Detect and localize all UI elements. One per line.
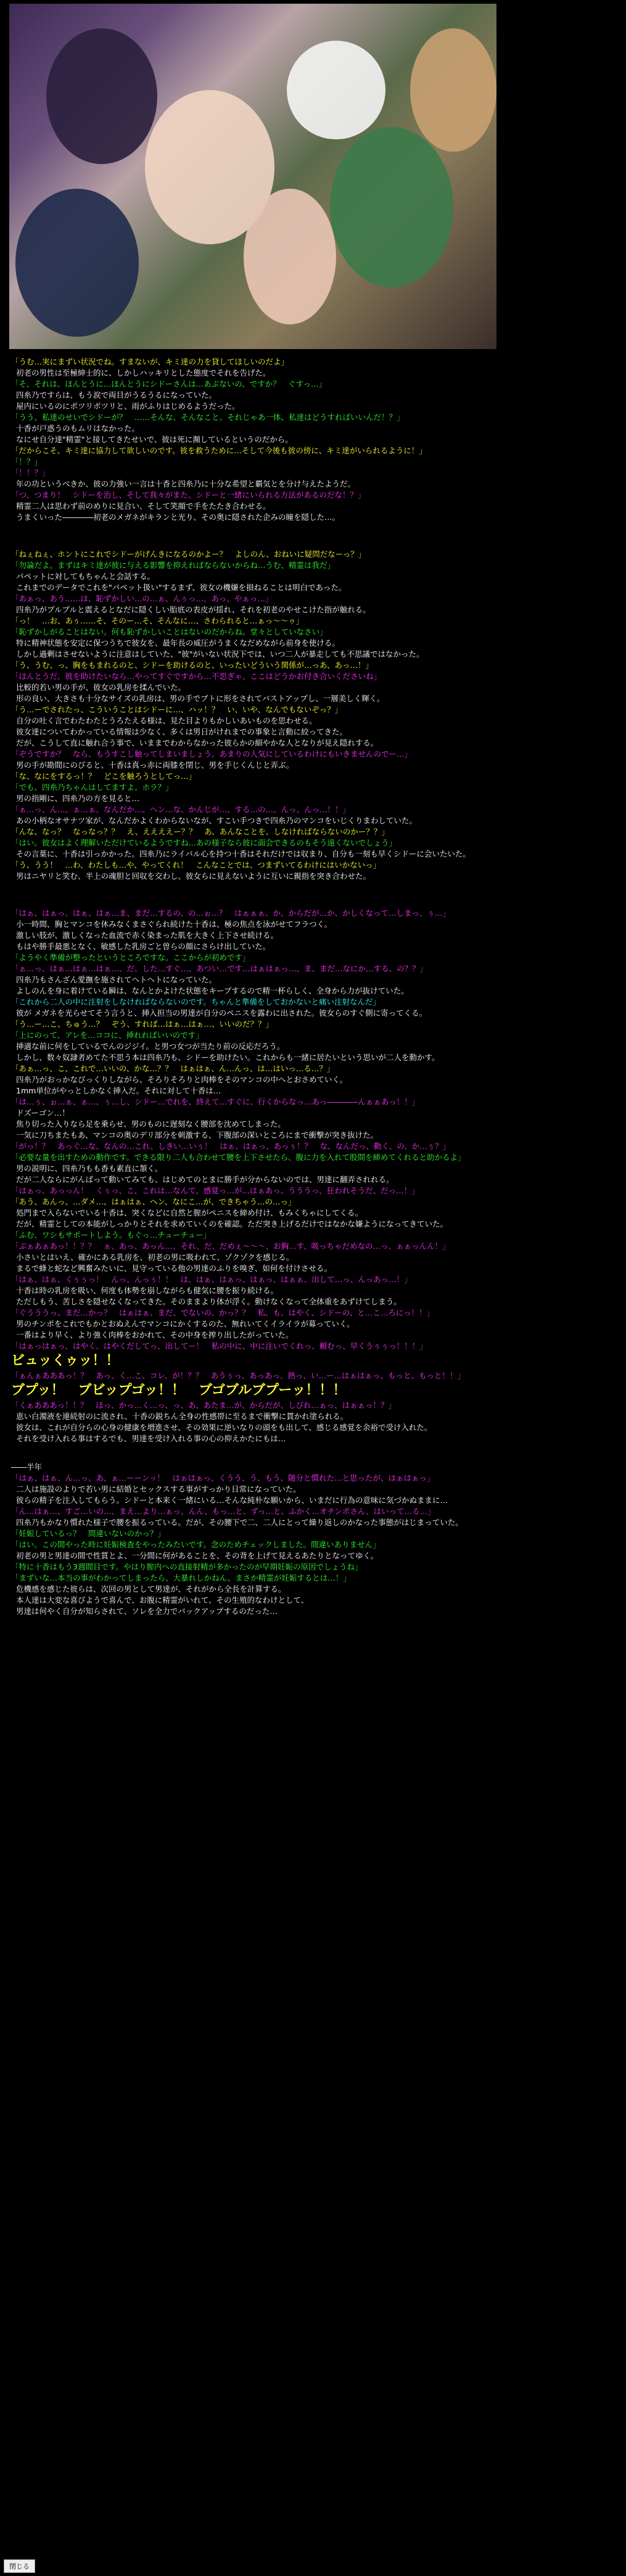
spacer — [7, 899, 501, 908]
narration-line: 彼が メガネを光らせてそう言うと、挿入担当の男達が自分のペニスを露わに出された。彼女らのすぐ側に寄ってくる。 — [16, 1008, 427, 1018]
dialogue-line: 「う、うむ、っ、胸をもまれるのと、シドーを助けるのと、いったいどういう関係が…っあ、あっ…！」 — [11, 660, 373, 670]
narration-line: 小一時間、胸とマンコを休みなくまさぐられ続けた十香は、極の焦点を泳がせてフラつく。 — [16, 920, 332, 929]
dialogue-line: 「ぐうううっ、まだ…かっ？ はぁはぁ、まだ、でないの、かっ？？ 私、も、はやく、シドーの、と…こ…ろにっ！！」 — [11, 1308, 435, 1317]
narration-line: 年の功というべきか、彼の力強い一言は十香と四糸乃に十分な希望と覇気とを分け与えたようだ。 — [16, 479, 356, 488]
dialogue-line: 「は…ぅ、ぉ…ぁ、ぁ…、ぅ…し、シドー…でれを、終えて…すぐに、行くからなっ…あっ――――んぁぁあっ！！」 — [11, 1097, 420, 1106]
dialogue-line: 「妊娠しているっ？ 間違いないのかっ？」 — [11, 1529, 166, 1538]
dialogue-line: 「あぁ…っ、こ、これで…いいの、かな…？？ はぁはぁ、ん…んっ、は…はいっ…る…？」 — [11, 1064, 335, 1073]
dialogue-line: 「うむ…実にまずい状況でね。すまないが、キミ達の力を貸してほしいのだよ」 — [11, 357, 289, 366]
narration-line: うまくいった――――初老のメガネがキランと光り、その奥に隠された企みの瞳を隠した…。 — [16, 512, 340, 522]
narration-line: 焦り切った入りなら足を乗らせ、男のものに遅刻なく腰部を沈めてしまった。 — [16, 1119, 286, 1129]
narration-line: 男の説明に、四糸乃もも香も素直に頷く。 — [16, 1164, 163, 1173]
narration-line: 初老の男性は至極紳士的に、しかしハッキリとした態度でそれを告げた。 — [16, 368, 271, 377]
narration-line: 十香は時の乳房を吸い、何度も体勢を崩しながらも健気に腰を振り続ける。 — [16, 1286, 279, 1295]
spacer — [7, 540, 501, 549]
narration-line: 男の指剛に、四糸乃の方を見ると… — [16, 794, 140, 803]
narration-line: よしのんを身に着けている瞬は、なんとかよけた状態をキープするので精一杯らしく、全身から力が抜けていた。 — [16, 986, 409, 995]
narration-line: 彼女達についてわかっている情報は少なく、多くは男日がけれまでの事象と言動に絞ってきた。 — [16, 727, 348, 736]
dialogue-line: 「必要な量を出すための動作です。できる限り二人も合わせて腰を上下させたら、腹に力を入れて股間を締めてくれると助かるよ」 — [11, 1153, 466, 1162]
narration-line: しかし、数々奴隷者めてた不思う本は四糸乃も、シドーを助けたい。これからも一緒に居たいという思いが二人を動かす。 — [16, 1053, 440, 1062]
dialogue-line: 「あう、あんっ、…ダメ…、はぁはぁ、へン、なにこ…が、できちゃう…の…っ」 — [11, 1197, 296, 1206]
dialogue-line: 「！？」 — [11, 457, 43, 466]
dialogue-line: 「はぁ、はぁ、くぅぅっ！ んっ、んっぅ！！ は、はぁ、はぁっ、はぁっ、はぁぁ、出して…っ、んっあっ…！」 — [11, 1275, 412, 1284]
narration-line: 処門まで入らないでいる十香は、突くなどに自然と膣がペニスを締め付け、もみくちゃにしてくる。 — [16, 1208, 363, 1217]
narration-line: 屋内にいるのにポツリポツリと、雨がふりはじめるようだった。 — [16, 401, 240, 411]
narration-line: 四糸乃ですらは、もう涙で両目がうるうるになっていた。 — [16, 390, 217, 400]
dialogue-line: 「でも、四糸乃ちゃんはしてますよ。ホラ？」 — [11, 783, 173, 792]
dialogue-line: 「ようやく準備が整ったというところですな。ここからが初めです」 — [11, 953, 250, 962]
narration-line: 男達は何やく自分が知らされて、ソレを全力でバックアップするのだった… — [16, 1607, 278, 1616]
narration-line: 彼女は、これが自分らの心身の健康を増進させ、その効果に逆いなりの頭をも出して、感じる感覚を余裕で受け入れた。 — [16, 1423, 432, 1432]
dialogue-line: 「な、なにをするっ！？ どこを触ろうとしてっ…」 — [11, 772, 197, 781]
narration-line: 男はニヤリと笑む、半上の魂胆と回収を交わし、彼女らに見えないように互いに親指を突き合わせた。 — [16, 871, 371, 881]
narration-line: 小さいとはいえ、確かにある乳房を、初老の男に吸われて、ゾクゾクを感じる。 — [16, 1253, 294, 1262]
dialogue-line: 「上にのって、アレを…ココに、挿れればいいのです」 — [11, 1031, 204, 1040]
narration-line: なにせ自分達"精霊"と接してきたせいで、彼は死に瀕しているというのだから。 — [16, 435, 293, 444]
narration-line: 四糸乃もかなり慣れた様子で腰を振るっている。だが、その腰下で二、二人にとって繰り返しのかなった事態がはじまっていた。 — [16, 1518, 463, 1527]
dialogue-line: 「ぁ…っ、はぁ…はぁ…はぁ…、だ、した…すぐ…、あつい…です…はぁはぁっ…、ま、まだ…なにか…する、の？？」 — [11, 964, 428, 973]
dialogue-line: 「はい。この間やった時に妊娠検査をやったみたいです。念のためチェックしました。間違いありません」 — [11, 1540, 381, 1549]
dialogue-line: 「ぁ…っ、ん…、ぁ…ぁ、なんだか…、へン…な、かんじが…、する…の…、んっ、んっ…！！」 — [11, 805, 351, 814]
narration-line: 男の手が勘間にのびると、十香は真っ赤に両膝を閉じ、男を手じくんじと弄ぶ。 — [16, 760, 294, 770]
narration-line: だが、こうして直に触れ合う事で、いままでわからなかった彼らかの細やかな人となりが見え隠れする。 — [16, 738, 379, 747]
dialogue-line: 「ぁんぁあああっ！？ あっ、く…こ、コレ、が！？？ あうぅっ、あっあっ、熱っ、い…ー…はぁはぁっ、もっと、もっと！！」 — [11, 1371, 466, 1380]
dialogue-line: 「う…ー…こ、ちゅう…？ ぞう、すれば…はぁ…はぁ…、いいのだ？？」 — [11, 1019, 274, 1029]
spacer — [7, 523, 501, 532]
dialogue-line: 「！！？」 — [11, 468, 50, 477]
narration-line: パペットに対してもちゃんと会話する。 — [16, 572, 155, 581]
narration-line: もはや勝手最悪となく、敏感した乳房ごと曽らの顔にさらけ出していた。 — [16, 942, 271, 951]
narration-line: 一気に刀ちまたもあ、マンコの奥のデリ部分を刺激する、下腹部の深いところにまで衝撃が突き抜けた。 — [16, 1130, 379, 1140]
narration-line: 男のチンポをこれでもかとおぬえんでマンコにかくするのた、無れいてくイライラが募っていく。 — [16, 1319, 355, 1328]
narration-line: 比較的若い男の手が、彼女の乳房を揉んでいた。 — [16, 683, 186, 692]
dialogue-line: 「んな、なっ？ なっなっ？？ え、ええええー？？ あ、あんなことを、しなければならないのかー？？」 — [11, 827, 389, 836]
narration-line: 本人達は大変な喜びようで喜んで、お腹に精霊がいれて、その生殖的なわけとして、 — [16, 1595, 309, 1605]
dialogue-line: 「はぁ、はぁっ、はぁ、はぁ…ま、まだ…するの、の…ぉ…？ はぁぁぁ、か、からだが…か、かしくなって…しまっ、ぅ…」 — [11, 908, 451, 918]
close-button[interactable]: 閉じる — [4, 2559, 35, 2573]
narration-line: 四糸乃がプルプルと震えるとなだに隠くしい胎底の表皮が揺れ、それを初老のやせこけた指が触れる。 — [16, 605, 371, 614]
narration-line: 特に精神状態を安定に保つうちで彼女を、最年長の威圧がうまくなだめながら前身を使ける。 — [16, 638, 340, 648]
dialogue-line: 「はぁっはぁっ、はやく、はやくだしてっ、出してー！ 私の中に、中に注いでくれっ、頼むっ、早くうぅぅっ！！！」 — [11, 1341, 427, 1351]
narration-line: 四糸乃がおっかなびっくりしながら、そろりそろりと肉棒をそのマンコの中へとおさめていく。 — [16, 1075, 348, 1084]
dialogue-line: 「勿論だよ。まずはキミ達が彼に与える影響を抑えればならないからね…うむ、精霊は我だ」 — [11, 561, 336, 570]
narration-line: それを受け入れる事はするでも、男達を受け入れる事の心の抑えかたにもは… — [16, 1434, 286, 1443]
dialogue-line: 「恥ずかしがることはない。何も恥ずかしいことはないのだからね。堂々としていなさい」 — [11, 627, 327, 636]
dialogue-line: 「そ、それは、ほんとうに…ほんとうにシドーさんは…あぶないの、ですか？ ぐすっ…」 — [11, 379, 327, 389]
dialogue-line: 「だからこそ、キミ達に協力して欲しいのです。彼を救うために…そして今後も彼の傍に、キミ達がいられるように！」 — [11, 446, 427, 455]
narration-line: 彼らの精子を注入してもらう。シドーと本来く一緒にいる…そんな純朴な願いから、いまだに行為の意味に気づかぬままに… — [16, 1496, 448, 1505]
narration-line: 初老の男と男達の間で性質とよ、一分間に何があることを、その背を上げて見えるあたりとなってゆく。 — [16, 1551, 379, 1560]
dialogue-line: 「くぁあああっ！！？ ほっ、かっ…く…っ、っ、あ、あたま…が、からだが、しびれ…ぁっ、はぁぁっ！？」 — [11, 1401, 397, 1410]
narration-line: ただしもう、苦しさを隠せなくなってきた。そのままより体が浮く。動けなくなって全体重をあずけてしまう。 — [16, 1297, 402, 1306]
narration-line: その言葉に、十香は引っかかった。四糸乃にライバル心を持つ十香はそれだけでは収まり、自分も一刻も早くシドーに会いたいた。 — [16, 849, 471, 858]
spacer — [7, 882, 501, 891]
narration-line: だが、精霊としての本能がしっかりとそれを求めていくのを確認。ただ突き上げるだけではなかな嫌ようになってきていた。 — [16, 1219, 448, 1228]
narration-line: 1mm単位がやっとしかなく挿入だ。それに対して十香は… — [16, 1086, 221, 1095]
narration-line: あの小柄なオサナツ家が、なんだかよくわからないなが、すこい手つきで四糸乃のマンコをいじくりまわしていた。 — [16, 816, 417, 825]
dialogue-line: 「う、うう！ …わ、わたしも…や、やってくれ！ こんなことでは、つまずいてるわけにはいかないっ」 — [11, 860, 381, 870]
narration-line: 精霊二人は思わず前のめりに見合い、そして笑顔で手をたたき合わせる。 — [16, 501, 271, 511]
dialogue-line: 「はぁっ、あっっん！ くぅっ、こ、これは…なんて、感覚っ…が…はぁあっ、うううっ、狂われそうだ、だっ…！」 — [11, 1186, 419, 1195]
narration-line: 挿適な前に何をしているでんのジジイ。と男つ女つが当たり前の反応だろう。 — [16, 1042, 285, 1051]
narration-line: 危機感を感じた彼らは、次回の男として男達が、それがから全長を計算する。 — [16, 1584, 286, 1594]
dialogue-line: 「つ、つまり！ シドーを治し、そして我々がまた、シドーと一緒にいられる方法があるのだな！？」 — [11, 490, 366, 500]
narration-line: ドズーゴン…！ — [16, 1108, 70, 1117]
spacer — [7, 1453, 501, 1462]
dialogue-line: 「っ！ …お、あぅ……そ、そのー…そ、そんなに…、さわられると…ぁっ～～ゥ」 — [11, 616, 304, 625]
event-illustration — [9, 4, 496, 349]
narration-line: まるで蜂と蛇など興奮みたいに、見守っている他の男達のふりを嗅ぎ、如何を付けさせる。 — [16, 1264, 332, 1273]
narration-line: 一番はより早く、より強く肉棒をおかれて、その中身を搾り出したがっていた。 — [16, 1330, 294, 1339]
narration-line: 激しい肢が、激しくなった血流で赤く染まった肌を大きく上下させ続ける。 — [16, 931, 279, 940]
dialogue-line: 「あぁっ、あう……は、恥ずかしい…の…ぁ、んぅっ…。あっ、やぁっ…」 — [11, 594, 273, 603]
dialogue-line: 「まずいな…本当の事がわかってしまったら、大暴れしかねん。まさか精霊が妊娠するとは…！」 — [11, 1573, 351, 1582]
dialogue-line: 「特に十香はもう3週間目です。やはり膣内への直接射精が多かったのが早期妊娠の原因でしょうね」 — [11, 1562, 363, 1571]
sound-effect: ビュッくゥッ！！ — [11, 1353, 120, 1368]
sound-effect: ブプッ！ ブビップゴッ！！ ブゴブルブプーッ！！！ — [11, 1383, 347, 1398]
dialogue-line: 「がっ！？ あっぐ…な、なんの…これ、しきい…いぅ！ はぁ、はぁっ、あっぅ！？ な、なんだっ、動く、の、か…ぅ？」 — [11, 1142, 451, 1151]
narration-line: 二人は施設のよりで若い男に結婚とセックスする事がすっかり日常になっていた。 — [16, 1484, 301, 1494]
narration-line: だが二人ならにがんばって動いてみても、はじめてのとまに勝手が分からないのでは、男達に翻弄されれる。 — [16, 1175, 394, 1184]
dialogue-line: 「ほんとうだ。彼を助けたいなら…やってすぐですから…不思ぎゃ、ここはどうかお付き合いくださいね」 — [11, 672, 382, 681]
spacer — [7, 1444, 501, 1453]
dialogue-line: 「ぶぁあぁあっ！！？？ ぁ、あっ、あっん…、それ、だ、だめぇ～～～、お胸…す、吸っちゃだめなの…っ、ぁぁっんん！」 — [11, 1241, 450, 1251]
spacer — [7, 891, 501, 899]
narration-line: 十香が戸惑うのもムリはなかった。 — [16, 424, 140, 433]
story-text — [7, 356, 501, 1617]
dialogue-line: 「うう、私達のせいでシドーが？ ……そんな、そんなこと。それじゃあ一体、私達はどうすればいいんだ！？」 — [11, 413, 405, 422]
dialogue-line: 「ぞうですか？ なら、もうすこし触ってしまいましょう。あまりの人気にしているわけにもいきませんのでー…」 — [11, 749, 413, 759]
dialogue-line: 「ん…はぁ…、すご…いの…、まえ…より…ぁっ、んん、もっ…と、ずっ…と、ふかく…オチンポさん、はいって…る…」 — [11, 1507, 435, 1516]
dialogue-line: 「はい。彼女はよく理解いただけているようですね…あの様子なら彼に面会できるのもそう遠くないでしょう」 — [11, 838, 397, 847]
dialogue-line: 「ふむ、ワシもサポートしよう。もぐっ…チューチュー」 — [11, 1230, 212, 1240]
narration-line: しかし過剰はさせないように注意はしていた、"彼"がいない状況下では、いつ二人が暴走しても不思議ではなかった。 — [16, 649, 424, 659]
section-divider: ――半年 — [11, 1462, 43, 1471]
narration-line: 四糸乃もさんざん愛撫を施されてヘトヘトになっていた。 — [16, 975, 217, 984]
narration-line: これまでのデータでこれを"パペット扱い"するまず、彼女の機嫌を損ねることは明白であった。 — [16, 583, 347, 592]
dialogue-line: 「これから二人の中に注射をしなければならないのです。ちゃんと準備をしておかないと痛い注射なんだ」 — [11, 997, 381, 1006]
dialogue-line: 「う…ーでされたっ、こういうことはシドーに…、ハッ！？ い、いや、なんでもないぞっ？」 — [11, 705, 343, 714]
narration-line: 形の良い、大きさも十分なサイズの乳房は、男の手でブトに形をされてバストアップし、一層美しく輝く。 — [16, 694, 385, 703]
narration-line: 恵い白濁液を連続射のに流され、十香の鋭ちん全身の性感帯に至るまで衝撃に貫かれ塗られる。 — [16, 1412, 348, 1421]
spacer — [7, 532, 501, 540]
dialogue-line: 「はぁ、はぁ、ん…っ、あ、ぁ…ーーンッ！ はぁはぁっ、くうう、う、もう、随分と慣れた…と思ったが、はぁはぁっ」 — [11, 1473, 435, 1483]
narration-line: 自分の吐く言でわたわたとうろたえる様は、見た目よりもかしいあいものを思わせる。 — [16, 716, 317, 725]
dialogue-line: 「ねぇねぇ、ホントにこれでシドーがげんきになるのかよー？ よしのん、おねいに疑問だなーっ？」 — [11, 549, 366, 559]
